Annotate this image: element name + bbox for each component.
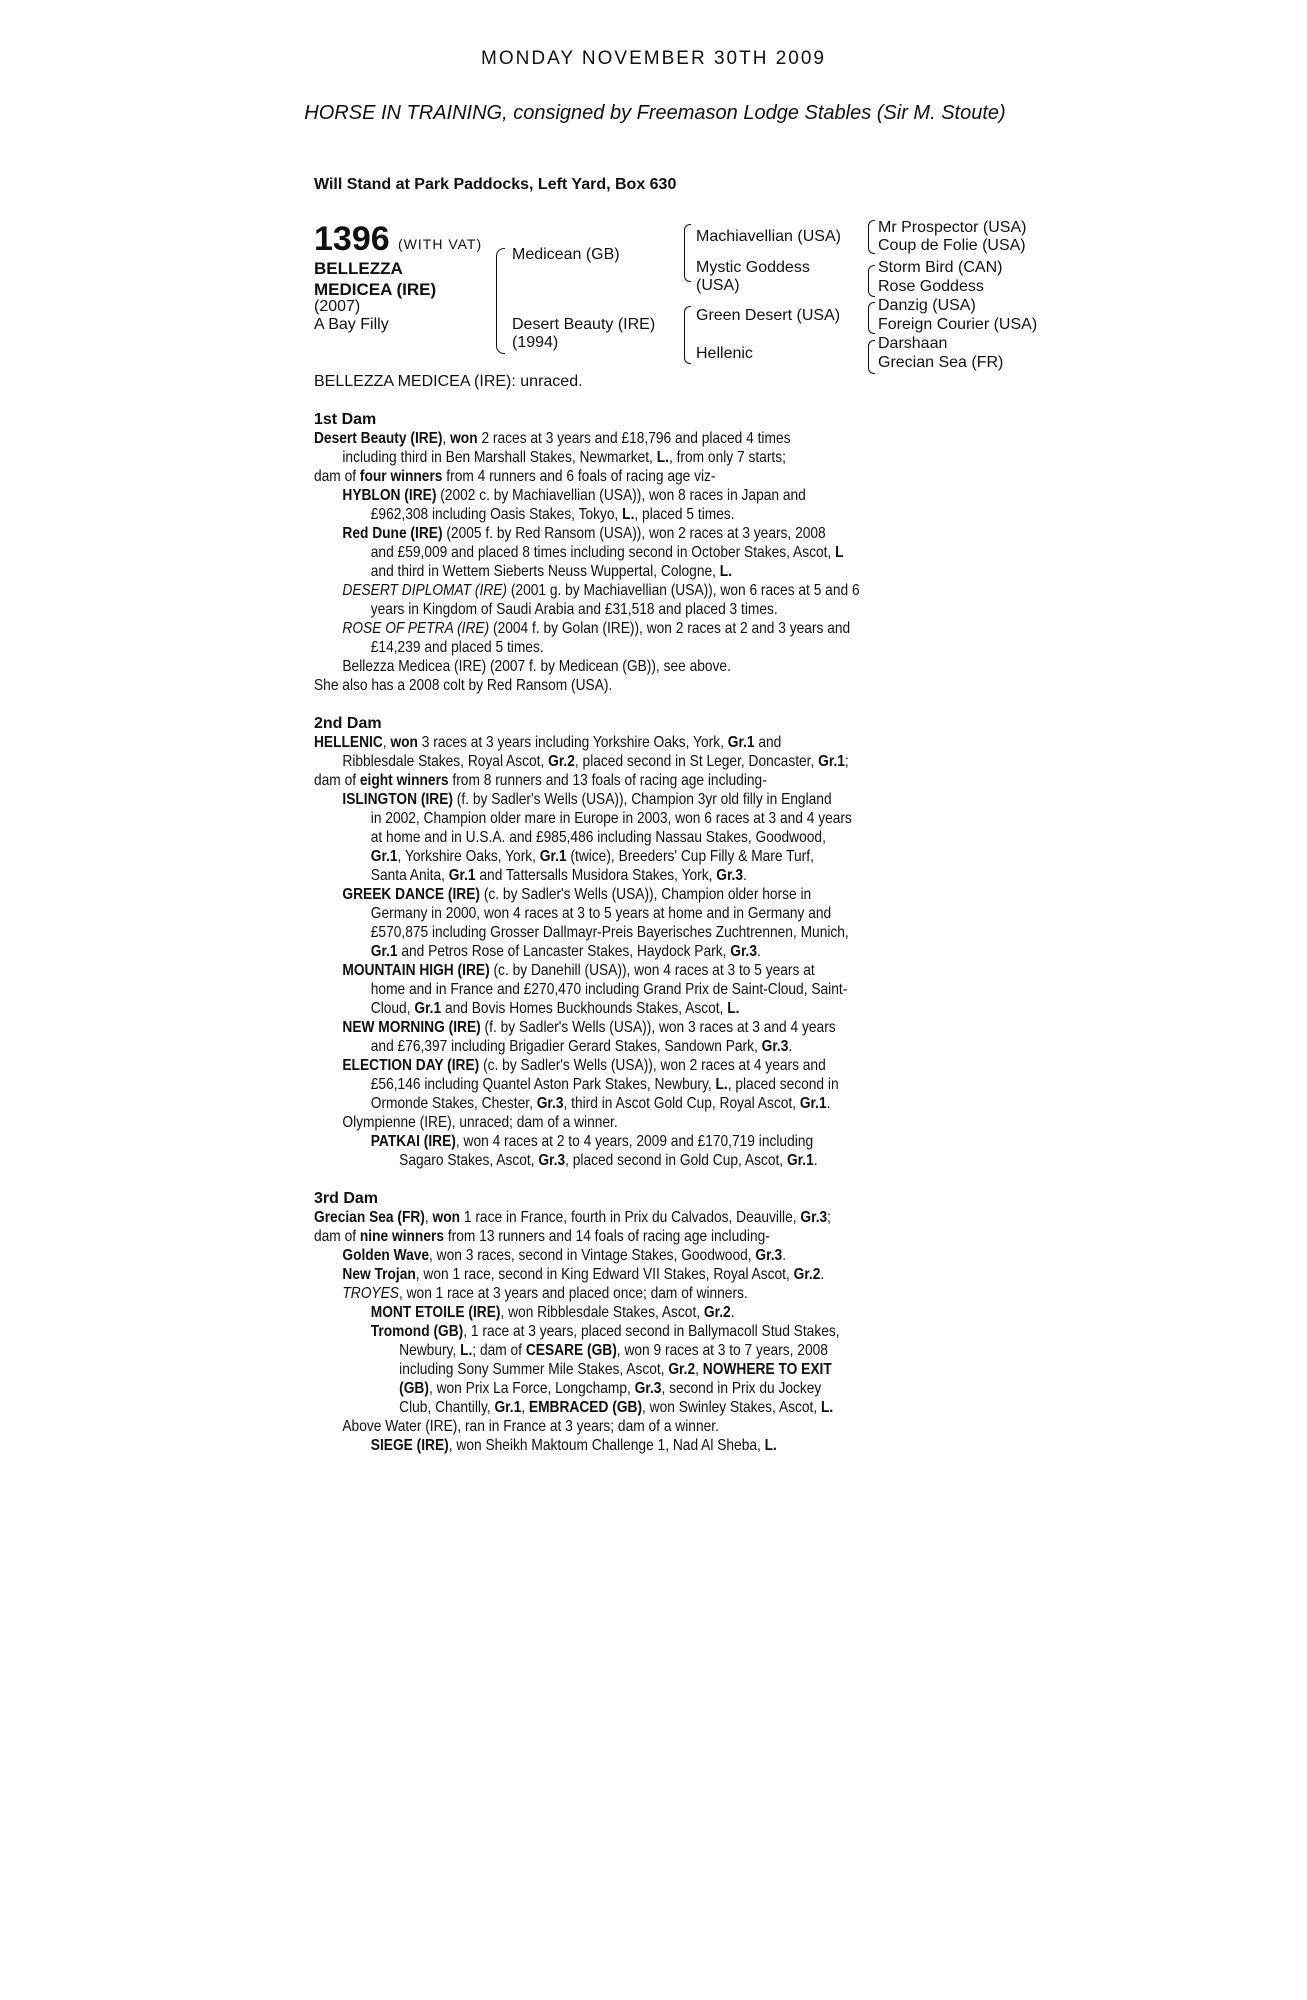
bold-text: EMBRACED (GB)	[528, 1399, 643, 1416]
text-run: from 13 runners and 14 foals of racing age including-	[443, 1228, 770, 1245]
dam-name-line2: (1994)	[512, 334, 559, 351]
bold-text: nine winners	[359, 1228, 444, 1245]
text-run: .	[743, 867, 747, 884]
pedigree-g7: Darshaan	[878, 335, 948, 352]
text-run: , placed second in Gold Cup, Ascot,	[565, 1152, 787, 1169]
text-run: 1 race in France, fourth in Prix du Calvados, Deauville,	[460, 1209, 801, 1226]
bold-text: Gr.2	[668, 1361, 696, 1378]
pedigree-text-line	[314, 999, 968, 1018]
bold-text: GREEK DANCE (IRE)	[342, 886, 480, 903]
pedigree-text-line	[314, 1075, 968, 1094]
text-run: (c. by Sadler's Wells (USA)), Champion older horse in	[479, 886, 812, 903]
pedigree-g1: Mr Prospector (USA)	[878, 219, 1027, 236]
horse-name-line2: MEDICEA (IRE)	[314, 280, 437, 299]
text-run: Cloud,	[370, 1000, 415, 1017]
pedigree-text-line	[314, 1094, 968, 1113]
italic-text: TROYES	[342, 1285, 399, 1302]
pedigree-brace-g1	[868, 220, 875, 254]
pedigree-text-line	[314, 866, 968, 885]
pedigree-text-line	[314, 828, 968, 847]
pedigree-text-line	[314, 600, 968, 619]
bold-text: NEW MORNING (IRE)	[342, 1019, 481, 1036]
text-run: , Yorkshire Oaks, York,	[397, 848, 540, 865]
section-heading: 1st Dam	[314, 411, 377, 428]
pedigree-text-line	[314, 904, 968, 923]
text-run: She also has a 2008 colt by Red Ransom (USA).	[314, 677, 613, 694]
pedigree-text-line	[314, 1360, 968, 1379]
text-run: from 4 runners and 6 foals of racing age viz-	[442, 468, 716, 485]
text-run: , 1 race at 3 years, placed second in Ballymacoll Stud Stakes,	[463, 1323, 840, 1340]
bold-text: MONT ETOILE (IRE)	[370, 1304, 501, 1321]
bold-text: ELECTION DAY (IRE)	[342, 1057, 480, 1074]
bold-text: won	[390, 734, 418, 751]
text-run: and Tattersalls Musidora Stakes, York,	[475, 867, 717, 884]
section-heading: 3rd Dam	[314, 1190, 379, 1207]
text-run: .	[782, 1247, 787, 1264]
bold-text: Grecian Sea (FR)	[314, 1209, 425, 1226]
bold-text: Gr.2	[793, 1266, 821, 1283]
text-run: Bellezza Medicea (IRE) (2007 f. by Medicean (GB)), see above.	[342, 658, 731, 675]
stand-location: Will Stand at Park Paddocks, Left Yard, Box 630	[314, 176, 677, 193]
bold-text: HYBLON (IRE)	[342, 487, 437, 504]
pedigree-text-line	[314, 790, 968, 809]
text-run: .	[813, 1152, 818, 1169]
bold-text: MOUNTAIN HIGH (IRE)	[342, 962, 490, 979]
pedigree-text-line	[314, 1227, 968, 1246]
bold-text: Gr.3	[800, 1209, 828, 1226]
pedigree-text-line	[314, 543, 968, 562]
pedigree-text-line	[314, 771, 968, 790]
text-run: .	[820, 1266, 825, 1283]
pedigree-text-line	[314, 1398, 968, 1417]
pedigree-brace-g4	[868, 340, 875, 374]
bold-text: Gr.1	[818, 753, 845, 770]
pedigree-text-line	[314, 524, 968, 543]
pedigree-text-line	[314, 980, 968, 999]
text-run: (2002 c. by Machiavellian (USA)), won 8 races in Japan and	[436, 487, 806, 504]
bold-text: Gr.1	[448, 867, 476, 884]
text-run: and Petros Rose of Lancaster Stakes, Haydock Park,	[397, 943, 731, 960]
lot-vat-note: (WITH VAT)	[398, 236, 483, 252]
text-run: .	[730, 1304, 735, 1321]
text-run: (2005 f. by Red Ransom (USA)), won 2 races at 3 years, 2008	[442, 525, 826, 542]
dam-dam: Hellenic	[696, 345, 753, 362]
text-run: (c. by Sadler's Wells (USA)), won 2 races at 4 years and	[479, 1057, 826, 1074]
bold-text: ISLINGTON (IRE)	[342, 791, 453, 808]
horse-meta	[314, 298, 389, 334]
pedigree-g6: Foreign Courier (USA)	[878, 316, 1038, 333]
sire-dam	[696, 259, 810, 295]
bold-text: L.	[715, 1076, 728, 1093]
text-run: dam of	[314, 1228, 360, 1245]
text-run: including Sony Summer Mile Stakes, Ascot,	[399, 1361, 669, 1378]
text-run: £14,239 and placed 5 times.	[370, 639, 544, 656]
text-run: ,	[424, 1209, 433, 1226]
text-run: , won Prix La Force, Longchamp,	[428, 1380, 635, 1397]
bold-text: New Trojan	[342, 1266, 416, 1283]
bold-text: L.	[656, 449, 669, 466]
text-run: ,	[521, 1399, 529, 1416]
bold-text: won	[432, 1209, 461, 1226]
text-run: .	[757, 943, 761, 960]
race-record: BELLEZZA MEDICEA (IRE): unraced.	[314, 373, 583, 390]
bold-text: Gr.3	[536, 1095, 564, 1112]
pedigree-text-line	[314, 638, 968, 657]
pedigree-text-line	[314, 961, 968, 980]
third-dam-section	[314, 1189, 1074, 1455]
pedigree-text-line	[314, 657, 968, 676]
pedigree-text-line	[314, 676, 968, 695]
text-run: , won Sheikh Maktoum Challenge 1, Nad Al Sheba,	[448, 1437, 765, 1454]
pedigree-text-line	[314, 1417, 968, 1436]
text-run: dam of	[314, 772, 360, 789]
bold-text: Gr.3	[755, 1247, 783, 1264]
foaling-year: (2007)	[314, 298, 361, 315]
bold-text: PATKAI (IRE)	[370, 1133, 456, 1150]
dam-name	[512, 316, 655, 352]
bold-text: HELLENIC	[314, 734, 383, 751]
bold-text: Gr.1	[539, 848, 567, 865]
text-run: and third in Wettem Sieberts Neuss Wuppertal, Cologne,	[370, 563, 720, 580]
text-run: £56,146 including Quantel Aston Park Stakes, Newbury,	[370, 1076, 716, 1093]
text-run: dam of	[314, 468, 360, 485]
text-run: , won 9 races at 3 to 7 years, 2008	[616, 1342, 828, 1359]
text-run: Above Water (IRE), ran in France at 3 years; dam of a winner.	[342, 1418, 719, 1435]
pedigree-g3: Storm Bird (CAN)	[878, 259, 1003, 276]
bold-text: Gr.2	[703, 1304, 731, 1321]
horse-description: A Bay Filly	[314, 316, 389, 333]
bold-text: eight winners	[359, 772, 449, 789]
pedigree-text-line	[314, 1132, 968, 1151]
pedigree-brace-g2	[868, 265, 875, 297]
dam-sire: Green Desert (USA)	[696, 307, 841, 324]
sire-dam-line2: (USA)	[696, 277, 740, 294]
text-run: £570,875 including Grosser Dallmayr-Preis Bayerisches Zuchtrennen, Munich,	[370, 924, 849, 941]
text-run: and Bovis Homes Buckhounds Stakes, Ascot,	[441, 1000, 728, 1017]
pedigree-brace-g3	[868, 302, 875, 334]
bold-text: Gr.3	[761, 1038, 789, 1055]
pedigree-text-line	[314, 809, 968, 828]
dam-sections	[314, 410, 1074, 1455]
bold-text: won	[450, 430, 478, 447]
pedigree-text-line	[314, 885, 968, 904]
lot-number: 1396	[314, 220, 390, 258]
bold-text: L.	[622, 506, 635, 523]
pedigree-text-line	[314, 1113, 968, 1132]
text-run: including third in Ben Marshall Stakes, Newmarket,	[342, 449, 657, 466]
text-run: home and in France and £270,470 including Grand Prix de Saint-Cloud, Saint-	[370, 981, 848, 998]
bold-text: (GB)	[399, 1380, 429, 1397]
bold-text: L.	[727, 1000, 740, 1017]
text-run: 2 races at 3 years and £18,796 and placed 4 times	[477, 430, 791, 447]
text-run: Ribblesdale Stakes, Royal Ascot,	[342, 753, 549, 770]
text-run: years in Kingdom of Saudi Arabia and £31,518 and placed 3 times.	[370, 601, 778, 618]
text-run: .	[788, 1038, 793, 1055]
text-run: (f. by Sadler's Wells (USA)), won 3 races at 3 and 4 years	[480, 1019, 836, 1036]
bold-text: Gr.1	[414, 1000, 442, 1017]
pedigree-text-line	[314, 1303, 968, 1322]
text-run: and	[754, 734, 782, 751]
section-lines	[314, 429, 1074, 695]
text-run: Germany in 2000, won 4 races at 3 to 5 years at home and in Germany and	[370, 905, 832, 922]
text-run: at home and in U.S.A. and £985,486 including Nassau Stakes, Goodwood,	[370, 829, 826, 846]
pedigree-text-line	[314, 429, 968, 448]
bold-text: NOWHERE TO EXIT	[702, 1361, 832, 1378]
text-run: ;	[827, 1209, 832, 1226]
text-run: , won 4 races at 2 to 4 years, 2009 and £170,719 including	[455, 1133, 814, 1150]
italic-text: ROSE OF PETRA (IRE)	[342, 620, 490, 637]
bold-text: Gr.1	[494, 1399, 522, 1416]
first-dam-section	[314, 410, 1074, 695]
bold-text: Golden Wave	[342, 1247, 430, 1264]
consignment-line: HORSE IN TRAINING, consigned by Freemason Lodge Stables (Sir M. Stoute)	[304, 102, 1006, 124]
text-run: , placed second in	[727, 1076, 839, 1093]
text-run: ,	[382, 734, 391, 751]
text-run: in 2002, Champion older mare in Europe in 2003, won 6 races at 3 and 4 years	[370, 810, 852, 827]
section-lines	[314, 1208, 1074, 1455]
pedigree-text-line	[314, 1284, 968, 1303]
text-run: 3 races at 3 years including Yorkshire Oaks, York,	[417, 734, 728, 751]
pedigree-text-line	[314, 1246, 968, 1265]
text-run: , won 1 race at 3 years and placed once; dam of winners.	[398, 1285, 748, 1302]
pedigree-brace-sire	[684, 224, 691, 282]
pedigree-text-line	[314, 1018, 968, 1037]
text-run: ,	[442, 430, 451, 447]
pedigree-text-line	[314, 752, 968, 771]
pedigree-text-line	[314, 1341, 968, 1360]
pedigree-text-line	[314, 562, 968, 581]
italic-text: DESERT DIPLOMAT (IRE)	[342, 582, 508, 599]
text-run: Ormonde Stakes, Chester,	[370, 1095, 537, 1112]
text-run: and £76,397 including Brigadier Gerard Stakes, Sandown Park,	[370, 1038, 762, 1055]
pedigree-brace-dam	[684, 306, 691, 364]
pedigree-brace-gen1	[496, 248, 505, 354]
bold-text: Gr.1	[370, 848, 398, 865]
pedigree-text-line	[314, 1379, 968, 1398]
bold-text: Gr.3	[730, 943, 758, 960]
pedigree-g5: Danzig (USA)	[878, 297, 976, 314]
pedigree-text-line	[314, 1208, 968, 1227]
bold-text: L.	[820, 1399, 834, 1416]
section-heading: 2nd Dam	[314, 715, 382, 732]
bold-text: Gr.2	[548, 753, 575, 770]
pedigree-text-line	[314, 505, 968, 524]
bold-text: Gr.3	[634, 1380, 662, 1397]
pedigree-text-line	[314, 1056, 968, 1075]
bold-text: L.	[764, 1437, 777, 1454]
bold-text: Tromond (GB)	[370, 1323, 464, 1340]
pedigree-g4: Rose Goddess	[878, 278, 984, 295]
text-run: Club, Chantilly,	[399, 1399, 495, 1416]
pedigree-text-line	[314, 619, 968, 638]
text-run: , won 1 race, second in King Edward VII Stakes, Royal Ascot,	[415, 1266, 794, 1283]
bold-text: Desert Beauty (IRE)	[314, 430, 443, 447]
second-dam-section	[314, 714, 1074, 1170]
text-run: Olympienne (IRE), unraced; dam of a winner.	[342, 1114, 618, 1131]
sire-sire: Machiavellian (USA)	[696, 228, 841, 245]
text-run: ,	[695, 1361, 703, 1378]
bold-text: L	[835, 544, 844, 561]
pedigree-text-line	[314, 923, 968, 942]
pedigree-g2: Coup de Folie (USA)	[878, 237, 1026, 254]
text-run: (2004 f. by Golan (IRE)), won 2 races at 2 and 3 years and	[489, 620, 851, 637]
text-run: ;	[844, 753, 849, 770]
bold-text: Gr.1	[799, 1095, 827, 1112]
bold-text: Gr.1	[727, 734, 755, 751]
bold-text: Gr.1	[786, 1152, 814, 1169]
text-run: , from only 7 starts;	[668, 449, 786, 466]
bold-text: L.	[460, 1342, 473, 1359]
text-run: (c. by Danehill (USA)), won 4 races at 3 to 5 years at	[489, 962, 815, 979]
text-run: , placed 5 times.	[634, 506, 735, 523]
bold-text: Gr.1	[370, 943, 398, 960]
text-run: (2001 g. by Machiavellian (USA)), won 6 races at 5 and 6	[507, 582, 860, 599]
pedigree-text-line	[314, 581, 968, 600]
text-run: Sagaro Stakes, Ascot,	[399, 1152, 539, 1169]
horse-name-line1: BELLEZZA	[314, 259, 403, 278]
text-run: .	[826, 1095, 831, 1112]
text-run: , third in Ascot Gold Cup, Royal Ascot,	[563, 1095, 800, 1112]
bold-text: four winners	[359, 468, 443, 485]
text-run: Santa Anita,	[370, 867, 449, 884]
bold-text: Gr.3	[716, 867, 744, 884]
pedigree-text-line	[314, 1151, 968, 1170]
text-run: , won 3 races, second in Vintage Stakes, Goodwood,	[429, 1247, 756, 1264]
horse-name	[314, 258, 464, 300]
text-run: ; dam of	[472, 1342, 526, 1359]
section-lines	[314, 733, 1074, 1170]
sire-dam-line1: Mystic Goddess	[696, 259, 810, 276]
dam-name-line1: Desert Beauty (IRE)	[512, 316, 656, 333]
text-run: from 8 runners and 13 foals of racing age including-	[448, 772, 767, 789]
bold-text: CESARE (GB)	[525, 1342, 617, 1359]
text-run: , placed second in St Leger, Doncaster,	[574, 753, 819, 770]
text-run: £962,308 including Oasis Stakes, Tokyo,	[370, 506, 623, 523]
bold-text: Red Dune (IRE)	[342, 525, 443, 542]
pedigree-text-line	[314, 1436, 968, 1455]
pedigree-text-line	[314, 448, 968, 467]
pedigree-g8: Grecian Sea (FR)	[878, 354, 1004, 371]
pedigree-text-line	[314, 847, 968, 866]
bold-text: SIEGE (IRE)	[370, 1437, 449, 1454]
pedigree-text-line	[314, 942, 968, 961]
text-run: , won Ribblesdale Stakes, Ascot,	[500, 1304, 704, 1321]
text-run: , won Swinley Stakes, Ascot,	[642, 1399, 821, 1416]
text-run: and £59,009 and placed 8 times including second in October Stakes, Ascot,	[370, 544, 836, 561]
pedigree-text-line	[314, 1037, 968, 1056]
text-run: , second in Prix du Jockey	[661, 1380, 822, 1397]
sire-name: Medicean (GB)	[512, 246, 620, 263]
text-run: (twice), Breeders' Cup Filly & Mare Turf,	[566, 848, 814, 865]
pedigree-text-line	[314, 733, 968, 752]
pedigree-text-line	[314, 1322, 968, 1341]
sale-date: MONDAY NOVEMBER 30TH 2009	[481, 48, 826, 69]
pedigree-text-line	[314, 467, 968, 486]
text-run: (f. by Sadler's Wells (USA)), Champion 3yr old filly in England	[452, 791, 832, 808]
bold-text: L.	[719, 563, 733, 580]
bold-text: Gr.3	[538, 1152, 566, 1169]
pedigree-text-line	[314, 486, 968, 505]
pedigree-text-line	[314, 1265, 968, 1284]
text-run: Newbury,	[399, 1342, 461, 1359]
